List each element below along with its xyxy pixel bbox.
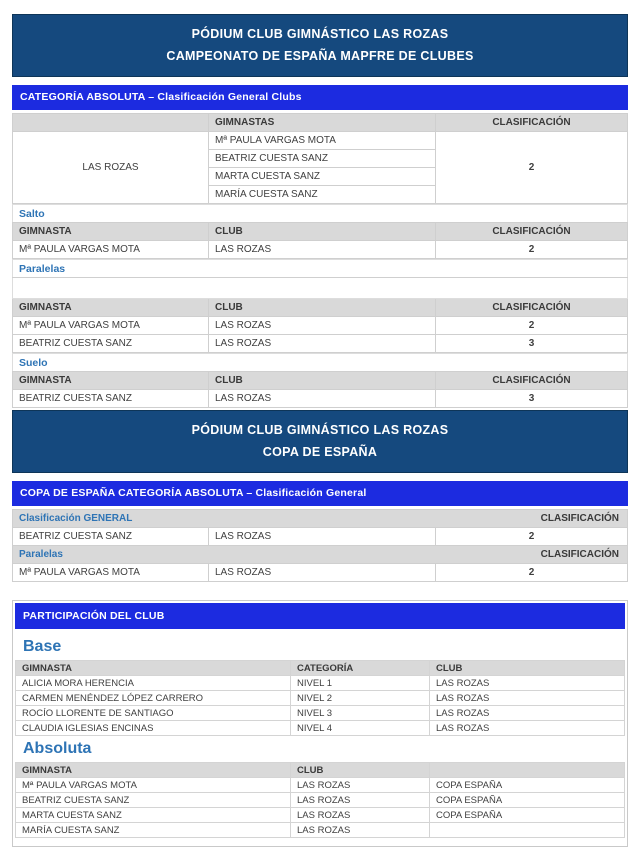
table-header-row [13, 223, 628, 241]
table-row [13, 390, 628, 408]
participation-bar: PARTICIPACIÓN DEL CLUB [15, 603, 625, 629]
apparatus-title-row [13, 260, 628, 278]
table-row [16, 721, 625, 736]
col-header-gimnastas: GIMNASTAS [209, 114, 436, 132]
table-row [16, 706, 625, 721]
gymnast-cell: BEATRIZ CUESTA SANZ [209, 150, 436, 168]
club-cell: LAS ROZAS [291, 808, 430, 823]
category-bar-absoluta: CATEGORÍA ABSOLUTA – Clasificación General Clubs [12, 85, 628, 110]
table-row [13, 564, 628, 582]
club-cell: LAS ROZAS [430, 676, 625, 691]
event-title-line: PÓDIUM CLUB GIMNÁSTICO LAS ROZAS [191, 423, 449, 437]
participation-box [12, 600, 628, 847]
col-header-clasificacion: CLASIFICACIÓN [436, 372, 628, 390]
category-cell: NIVEL 1 [291, 676, 430, 691]
category-cell: NIVEL 4 [291, 721, 430, 736]
classification-cell: 2 [436, 528, 628, 546]
event-title-line: CAMPEONATO DE ESPAÑA MAPFRE DE CLUBES [166, 49, 474, 63]
event-title-block-campeonato [12, 14, 628, 77]
col-header-club: CLUB [209, 299, 436, 317]
table-row [16, 676, 625, 691]
copa-group-label: Paralelas [19, 549, 63, 560]
club-cell: LAS ROZAS [209, 241, 436, 259]
classification-cell: 2 [436, 241, 628, 259]
col-header-empty [430, 763, 625, 778]
gymnast-cell: CARMEN MENÉNDEZ LÓPEZ CARRERO [16, 691, 291, 706]
table-row [16, 793, 625, 808]
event-cell: COPA ESPAÑA [430, 778, 625, 793]
table-header-row [13, 372, 628, 390]
gymnast-cell: MARTA CUESTA SANZ [209, 168, 436, 186]
suelo-table [12, 353, 628, 408]
table-header-row [13, 299, 628, 317]
absoluta-table [15, 762, 625, 838]
table-header-row [16, 763, 625, 778]
col-header-clasificacion: CLASIFICACIÓN [436, 223, 628, 241]
col-header-clasificacion: CLASIFICACIÓN [436, 299, 628, 317]
table-row [13, 317, 628, 335]
gymnast-cell: MARÍA CUESTA SANZ [16, 823, 291, 838]
apparatus-title-row [13, 205, 628, 223]
gymnast-cell: BEATRIZ CUESTA SANZ [13, 335, 209, 353]
copa-table [12, 509, 628, 582]
table-row [13, 335, 628, 353]
gymnast-cell: CLAUDIA IGLESIAS ENCINAS [16, 721, 291, 736]
category-cell: NIVEL 2 [291, 691, 430, 706]
table-row [13, 132, 628, 150]
event-title-line: PÓDIUM CLUB GIMNÁSTICO LAS ROZAS [191, 27, 449, 41]
classification-cell: 3 [436, 335, 628, 353]
club-cell: LAS ROZAS [13, 132, 209, 204]
club-cell: LAS ROZAS [291, 823, 430, 838]
paralelas-table [12, 259, 628, 353]
event-title-block-copa [12, 410, 628, 473]
event-title-line: COPA DE ESPAÑA [262, 445, 378, 459]
col-header-club: CLUB [209, 372, 436, 390]
col-header-club: CLUB [430, 661, 625, 676]
copa-group-header-row [13, 546, 628, 564]
apparatus-title: Paralelas [13, 260, 628, 278]
gymnast-cell: BEATRIZ CUESTA SANZ [16, 793, 291, 808]
col-header-categoria: CATEGORÍA [291, 661, 430, 676]
club-general-table [12, 113, 628, 204]
copa-group-header-row [13, 510, 628, 528]
event-cell [430, 823, 625, 838]
table-row [16, 691, 625, 706]
col-header-clasificacion: CLASIFICACIÓN [540, 513, 619, 524]
table-row [16, 808, 625, 823]
club-cell: LAS ROZAS [291, 778, 430, 793]
copa-category-bar: COPA DE ESPAÑA CATEGORÍA ABSOLUTA – Clasificación General [12, 481, 628, 506]
apparatus-title: Suelo [13, 354, 628, 372]
absoluta-heading: Absoluta [23, 740, 92, 757]
gymnast-cell: ALICIA MORA HERENCIA [16, 676, 291, 691]
classification-cell: 2 [436, 132, 628, 204]
base-heading: Base [23, 638, 62, 655]
col-header-gimnasta: GIMNASTA [16, 661, 291, 676]
gymnast-cell: BEATRIZ CUESTA SANZ [13, 528, 209, 546]
club-cell: LAS ROZAS [209, 317, 436, 335]
club-cell: LAS ROZAS [430, 721, 625, 736]
club-cell: LAS ROZAS [209, 335, 436, 353]
col-header-empty [13, 114, 209, 132]
club-cell: LAS ROZAS [209, 390, 436, 408]
col-header-clasificacion: CLASIFICACIÓN [540, 549, 619, 560]
club-cell: LAS ROZAS [209, 528, 436, 546]
classification-cell: 3 [436, 390, 628, 408]
spacer-row [13, 278, 628, 299]
classification-cell: 2 [436, 564, 628, 582]
gymnast-cell: ROCÍO LLORENTE DE SANTIAGO [16, 706, 291, 721]
category-cell: NIVEL 3 [291, 706, 430, 721]
event-cell: COPA ESPAÑA [430, 808, 625, 823]
club-cell: LAS ROZAS [209, 564, 436, 582]
copa-group-label: Clasificación GENERAL [19, 513, 133, 524]
col-header-club: CLUB [291, 763, 430, 778]
club-cell: LAS ROZAS [430, 706, 625, 721]
gymnast-cell: Mª PAULA VARGAS MOTA [209, 132, 436, 150]
apparatus-title-row [13, 354, 628, 372]
salto-table [12, 204, 628, 259]
classification-cell: 2 [436, 317, 628, 335]
col-header-gimnasta: GIMNASTA [13, 372, 209, 390]
table-header-row [16, 661, 625, 676]
col-header-club: CLUB [209, 223, 436, 241]
col-header-gimnasta: GIMNASTA [16, 763, 291, 778]
col-header-clasificacion: CLASIFICACIÓN [436, 114, 628, 132]
table-row [13, 528, 628, 546]
gymnast-cell: Mª PAULA VARGAS MOTA [16, 778, 291, 793]
table-row [16, 823, 625, 838]
col-header-gimnasta: GIMNASTA [13, 223, 209, 241]
table-header-row [13, 114, 628, 132]
gymnast-cell: MARTA CUESTA SANZ [16, 808, 291, 823]
col-header-gimnasta: GIMNASTA [13, 299, 209, 317]
club-cell: LAS ROZAS [291, 793, 430, 808]
club-cell: LAS ROZAS [430, 691, 625, 706]
gymnast-cell: MARÍA CUESTA SANZ [209, 186, 436, 204]
event-cell: COPA ESPAÑA [430, 793, 625, 808]
gymnast-cell: BEATRIZ CUESTA SANZ [13, 390, 209, 408]
table-row [13, 241, 628, 259]
base-table [15, 660, 625, 736]
gymnast-cell: Mª PAULA VARGAS MOTA [13, 317, 209, 335]
gymnast-cell: Mª PAULA VARGAS MOTA [13, 564, 209, 582]
table-row [16, 778, 625, 793]
apparatus-title: Salto [13, 205, 628, 223]
gymnast-cell: Mª PAULA VARGAS MOTA [13, 241, 209, 259]
